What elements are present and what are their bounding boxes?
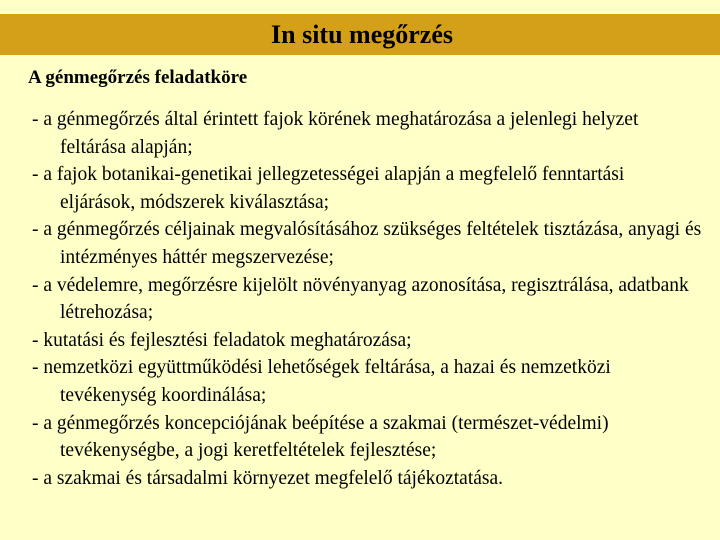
list-item: - a szakmai és társadalmi környezet megfelelő tájékoztatása. bbox=[32, 467, 504, 489]
list-item: - a génmegőrzés céljainak megvalósításához szükséges feltételek tisztázása, anyagi és intézményes háttér megszervezése; bbox=[32, 219, 702, 268]
task-list bbox=[32, 106, 704, 492]
list-item: - a génmegőrzés koncepciójának beépítése a szakmai (természet-védelmi) tevékenységbe, a jogi keretfeltételek fejlesztése; bbox=[32, 412, 609, 462]
list-item: - a fajok botanikai-genetikai jellegzetességei alapján a megfelelő fenntartási eljárások, módszerek kiválasztása; bbox=[32, 164, 625, 213]
title-bar bbox=[0, 14, 720, 55]
slide-title: In situ megőrzés bbox=[271, 20, 453, 49]
list-item: - a védelemre, megőrzésre kijelölt növényanyag azonosítása, regisztrálása, adatbank létrehozása; bbox=[32, 274, 689, 324]
list-item: - nemzetközi együttműködési lehetőségek feltárása, a hazai és nemzetközi tevékenység koordinálása; bbox=[32, 357, 611, 406]
section-subtitle: A génmegőrzés feladatköre bbox=[28, 67, 248, 88]
list-item: - kutatási és fejlesztési feladatok meghatározása; bbox=[32, 329, 412, 351]
list-item: - a génmegőrzés által érintett fajok körének meghatározása a jelenlegi helyzet feltárása alapján; bbox=[32, 109, 639, 158]
